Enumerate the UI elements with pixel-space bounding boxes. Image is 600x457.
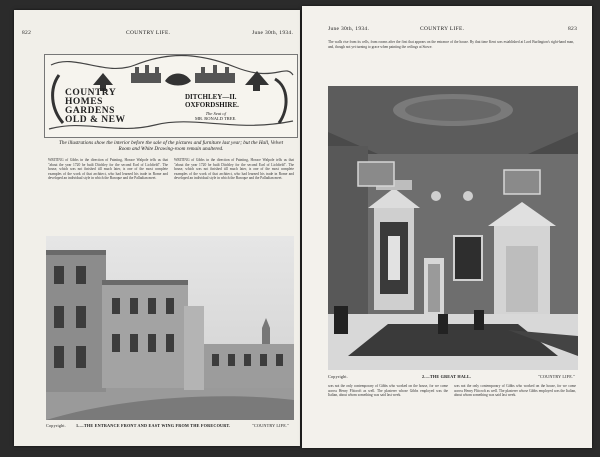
entrance-front-image [46, 236, 294, 420]
plate-1-source: "COUNTRY LIFE." [252, 423, 290, 428]
left-date: June 30th, 1934. [252, 30, 294, 36]
plate-2-credit: Copyright. [328, 374, 349, 379]
right-page-number: 823 [568, 26, 578, 32]
plate-1-photo [46, 236, 294, 420]
plate-2-photo [328, 86, 578, 370]
masthead-house: DITCHLEY—II. [185, 93, 237, 101]
masthead-line3: GARDENS [65, 106, 115, 116]
masthead-seat [195, 111, 236, 121]
masthead-title [65, 89, 125, 125]
left-magazine-title: COUNTRY LIFE. [126, 30, 171, 36]
masthead-seat-line1: The Seat of [205, 111, 226, 116]
masthead-place [185, 93, 239, 109]
left-page-number: 822 [22, 30, 32, 36]
intro-caption: The illustrations show the interior before the sale of the pictures and furniture last year; but the Hall, Velvet Room and White Drawing-room remain unaltered. [58, 140, 284, 152]
plate-1-caption: 1.—THE ENTRANCE FRONT AND EAST WING FROM THE FORECOURT. [76, 423, 231, 428]
top-text: The walls rise from its cells, from rooms after the first that appears on the entrance of the house. By that time Kent was established at Lord Burlington's right-hand man, and, though not yet turning to grace when painting the ceilings at Stowe. [328, 40, 574, 49]
masthead-line4: OLD & NEW [65, 115, 126, 125]
left-page [14, 10, 300, 446]
bottom-text-column-2: was not the only contemporary of Gibbs who worked on the house, for we come across Henry Flitcroft as well. The plasterer whose Gibbs employed was the Italian, about whom something was said last week. [454, 384, 576, 398]
masthead-line1: COUNTRY [65, 88, 117, 98]
masthead [44, 54, 298, 138]
body-column-2: WRITING of Gibbs in the direction of Painting, Horace Walpole tells us that "about the year 1720 he built Ditchley for the second Earl of Lichfield". The house, which was not finished till much later, is one of the most complete examples of the work of that architect, who had learned his trade in Rome and developed an individual style in which the Baroque and the Palladian meet. [174, 158, 294, 181]
masthead-county: OXFORDSHIRE. [185, 101, 239, 109]
great-hall-image [328, 86, 578, 370]
masthead-seat-line2: MR. RONALD TREE. [195, 116, 237, 121]
plate-2-source: "COUNTRY LIFE." [538, 374, 576, 379]
body-column-1: WRITING of Gibbs in the direction of Painting, Horace Walpole tells us that "about the year 1720 he built Ditchley for the second Earl of Lichfield". The house, which was not finished till much later, is one of the most complete examples of the work of that architect, who had learned his trade in Rome and developed an individual style in which the Baroque and the Palladian meet. [48, 158, 168, 181]
plate-2-caption: 2.—THE GREAT HALL. [422, 374, 472, 379]
right-date: June 30th, 1934. [328, 26, 370, 32]
right-magazine-title: COUNTRY LIFE. [420, 26, 465, 32]
masthead-line2: HOMES [65, 97, 103, 107]
right-page [302, 6, 592, 448]
plate-1-credit: Copyright. [46, 423, 67, 428]
bottom-text-column-1: was not the only contemporary of Gibbs who worked on the house, for we come across Henry Flitcroft as well. The plasterer whose Gibbs employed was the Italian, about whom something was said last week. [328, 384, 448, 398]
